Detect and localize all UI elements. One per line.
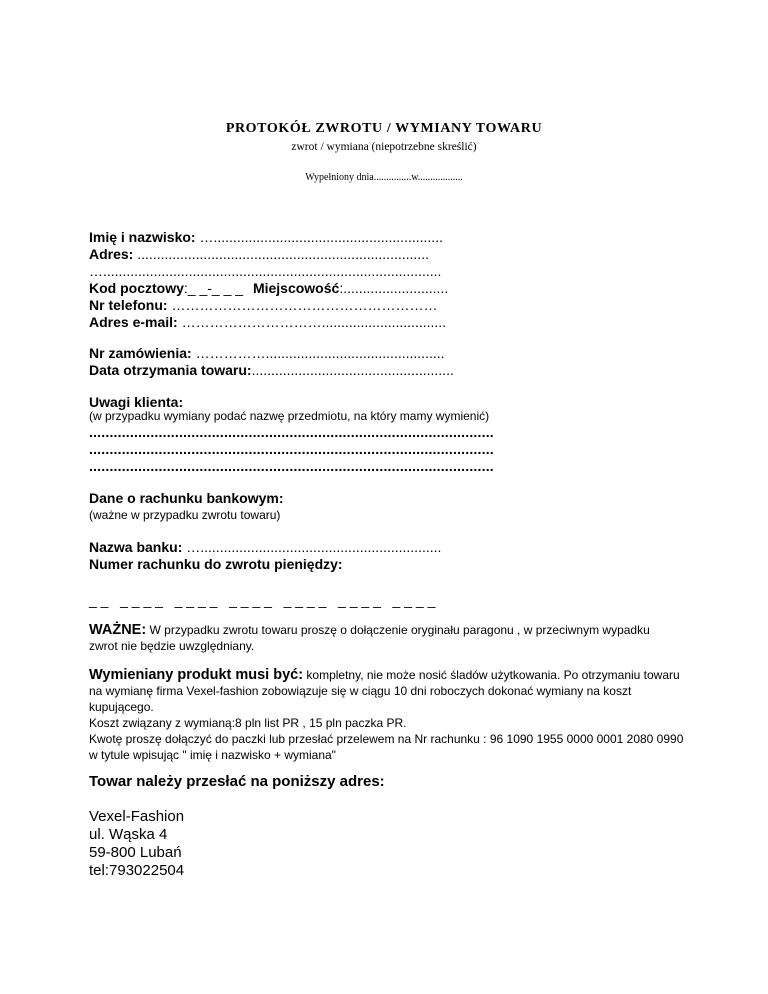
cost-text: Koszt związany z wymianą:8 pln list PR , 15 pln paczka PR. bbox=[89, 716, 407, 730]
document-title: PROTOKÓŁ ZWROTU / WYMIANY TOWARU bbox=[225, 121, 543, 136]
bank-name-label: Nazwa banku: bbox=[89, 539, 183, 555]
remarks-line-1[interactable]: ................................................................................................... bbox=[89, 424, 494, 440]
order-field[interactable]: …………….............................................. bbox=[191, 345, 445, 361]
email-row bbox=[89, 314, 446, 331]
city-field[interactable]: :........................... bbox=[339, 280, 449, 296]
bank-name-field[interactable]: ….............................................................. bbox=[182, 539, 442, 555]
document-subtitle: zwrot / wymiana (niepotrzebne skreślić) bbox=[291, 141, 477, 153]
bank-heading: Dane o rachunku bankowym: bbox=[89, 490, 284, 506]
product-requirements bbox=[89, 667, 694, 715]
important-text: W przypadku zwrotu towaru proszę o dołączenie oryginału paragonu , w przeciwnym wypadku zwrot nie będzie uwzględniany. bbox=[89, 623, 650, 653]
city-label: Miejscowość bbox=[252, 280, 340, 296]
account-label: Numer rachunku do zwrotu pieniędzy: bbox=[89, 556, 343, 572]
email-field[interactable]: …………………………................................ bbox=[177, 314, 447, 330]
shipping-city: 59-800 Lubań bbox=[89, 844, 182, 861]
account-number-field[interactable]: _ _ _ _ _ _ _ _ _ _ _ _ _ _ _ _ _ _ _ _ _ _ _ _ _ _ bbox=[89, 592, 436, 608]
address-line-2[interactable]: …....................................................................................... bbox=[89, 263, 442, 279]
important-label: WAŻNE: bbox=[89, 622, 147, 638]
remarks-note: (w przypadku wymiany podać nazwę przedmiotu, na który mamy wymienić) bbox=[89, 409, 490, 423]
product-label: Wymieniany produkt musi być: bbox=[89, 667, 304, 683]
name-row bbox=[89, 229, 443, 246]
name-field[interactable]: …........................................................... bbox=[195, 229, 443, 245]
received-row bbox=[89, 362, 454, 379]
product-text: kompletny, nie może nosić śladów użytkowania. Po otrzymaniu towaru na wymianę firma Vexel-fashion zobowiązuje się w ciągu 10 dni roboczych dokonać wymiany na koszt kupującego. bbox=[89, 668, 680, 714]
address-field[interactable]: ........................................................................... bbox=[133, 246, 429, 262]
address-label: Adres: bbox=[89, 246, 134, 262]
order-label: Nr zamówienia: bbox=[89, 345, 192, 361]
postal-label: Kod pocztowy bbox=[89, 280, 184, 296]
postal-city-row bbox=[89, 280, 448, 297]
remarks-heading: Uwagi klienta: bbox=[89, 394, 184, 410]
phone-label: Nr telefonu: bbox=[89, 297, 168, 313]
received-field[interactable]: .................................................... bbox=[251, 362, 454, 378]
email-label: Adres e-mail: bbox=[89, 314, 178, 330]
phone-field[interactable]: ………………………………………………… bbox=[167, 297, 438, 313]
shipping-phone: tel:793022504 bbox=[89, 862, 185, 879]
remarks-line-3[interactable]: ................................................................................................... bbox=[89, 458, 494, 474]
remarks-line-2[interactable]: ................................................................................................... bbox=[89, 441, 494, 457]
shipping-heading: Towar należy przesłać na poniższy adres: bbox=[89, 773, 385, 790]
bank-name-row bbox=[89, 539, 441, 556]
postal-field[interactable]: :_ _-_ _ _ bbox=[183, 280, 247, 296]
filled-date-line: Wypełniony dnia...............w.................. bbox=[305, 172, 463, 183]
shipping-street: ul. Wąska 4 bbox=[89, 826, 168, 843]
important-notice bbox=[89, 622, 679, 654]
shipping-company: Vexel-Fashion bbox=[89, 808, 185, 825]
order-row bbox=[89, 345, 445, 362]
address-row bbox=[89, 246, 429, 263]
name-label: Imię i nazwisko: bbox=[89, 229, 196, 245]
payment-text: Kwotę proszę dołączyć do paczki lub przesłać przelewem na Nr rachunku : 96 1090 1955 0000 0001 2080 0990 w tytule wpisując " imię i nazwisko + wymiana" bbox=[89, 732, 684, 762]
received-label: Data otrzymania towaru: bbox=[89, 362, 252, 378]
bank-note: (ważne w przypadku zwrotu towaru) bbox=[89, 508, 281, 522]
phone-row bbox=[89, 297, 437, 314]
